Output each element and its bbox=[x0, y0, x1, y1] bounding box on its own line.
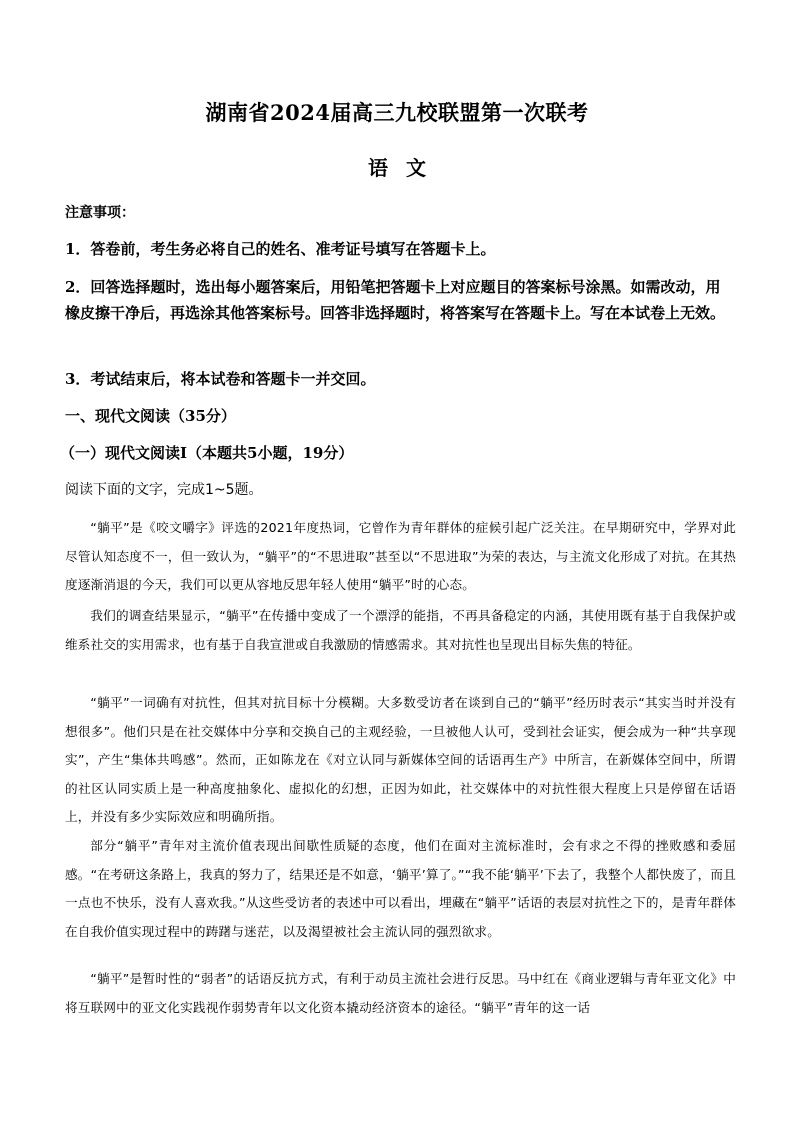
section-heading: 一、现代文阅读（35分） bbox=[65, 407, 236, 425]
note-item-1: 1．答卷前，考生务必将自己的姓名、准考证号填写在答题卡上。 bbox=[65, 240, 496, 258]
notes-heading: 注意事项： bbox=[65, 205, 135, 221]
passage-paragraph-2: 我们的调查结果显示，“躺平”在传播中变成了一个漂浮的能指，不再具备稳定的内涵，其使用既有基于自我保护或维系社交的实用需求，也有基于自我宣泄或自我激励的情感需求。其对抗性也呈现出目标失焦的特征。 bbox=[65, 608, 736, 652]
passage-paragraph-1: “躺平”是《咬文嚼字》评选的2021年度热词，它曾作为青年群体的症候引起广泛关注。在早期研究中，学界对此尽管认知态度不一，但一致认为，“躺平”的“不思进取”甚至以“不思进取”为荣的表达，与主流文化形成了对抗。在其热度逐渐消退的今天，我们可以更从容地反思年轻人使用“躺平”时的心态。 bbox=[65, 520, 736, 592]
passage-paragraph-4: 部分“躺平”青年对主流价值表现出间歇性质疑的态度，他们在面对主流标准时，会有求之不得的挫败感和委屈感。“在考研这条路上，我真的努力了，结果还是不如意，‘躺平’算了。”“我不能‘躺平’下去了，我整个人都快废了，而且一点也不快乐，没有人喜欢我。”从这些受访者的表述中可以看出，埋藏在“躺平”话语的表层对抗性之下的，是青年群体在自我价值实现过程中的踌躇与迷茫，以及渴望被社会主流认同的强烈欲求。 bbox=[65, 838, 736, 939]
subsection-heading: （一）现代文阅读Ⅰ（本题共5小题，19分） bbox=[60, 444, 354, 462]
note-item-2: 2．回答选择题时，选出每小题答案后，用铅笔把答题卡上对应题目的答案标号涂黑。如需改动，用橡皮擦干净后，再选涂其他答案标号。回答非选择题时，将答案写在答题卡上。写在本试卷上无效。 bbox=[65, 278, 726, 322]
reading-instruction: 阅读下面的文字，完成1~5题。 bbox=[65, 482, 263, 498]
passage-paragraph-5: “躺平”是暂时性的“弱者”的话语反抗方式，有利于动员主流社会进行反思。马中红在《商业逻辑与青年亚文化》中将互联网中的亚文化实践视作弱势青年以文化资本撬动经济资本的途径。“躺平”青年的这一话 bbox=[65, 971, 736, 1015]
passage-paragraph-3: “躺平”一词确有对抗性，但其对抗目标十分模糊。大多数受访者在谈到自己的“躺平”经历时表示“其实当时并没有想很多”。他们只是在社交媒体中分享和交换自己的主观经验，一旦被他人认可，受到社会证实，便会成为一种“共享现实”，产生“集体共鸣感”。然而，正如陈龙在《对立认同与新媒体空间的话语再生产》中所言，在新媒体空间中，所谓的社区认同实质上是一种高度抽象化、虚拟化的幻想，正因为如此，社交媒体中的对抗性很大程度上只是停留在话语上，并没有多少实际效应和明确所指。 bbox=[65, 695, 736, 824]
note-item-3: 3．考试结束后，将本试卷和答题卡一并交回。 bbox=[65, 370, 376, 388]
exam-title: 湖南省2024届高三九校联盟第一次联考 bbox=[205, 100, 589, 125]
subject-title: 语文 bbox=[368, 156, 444, 180]
